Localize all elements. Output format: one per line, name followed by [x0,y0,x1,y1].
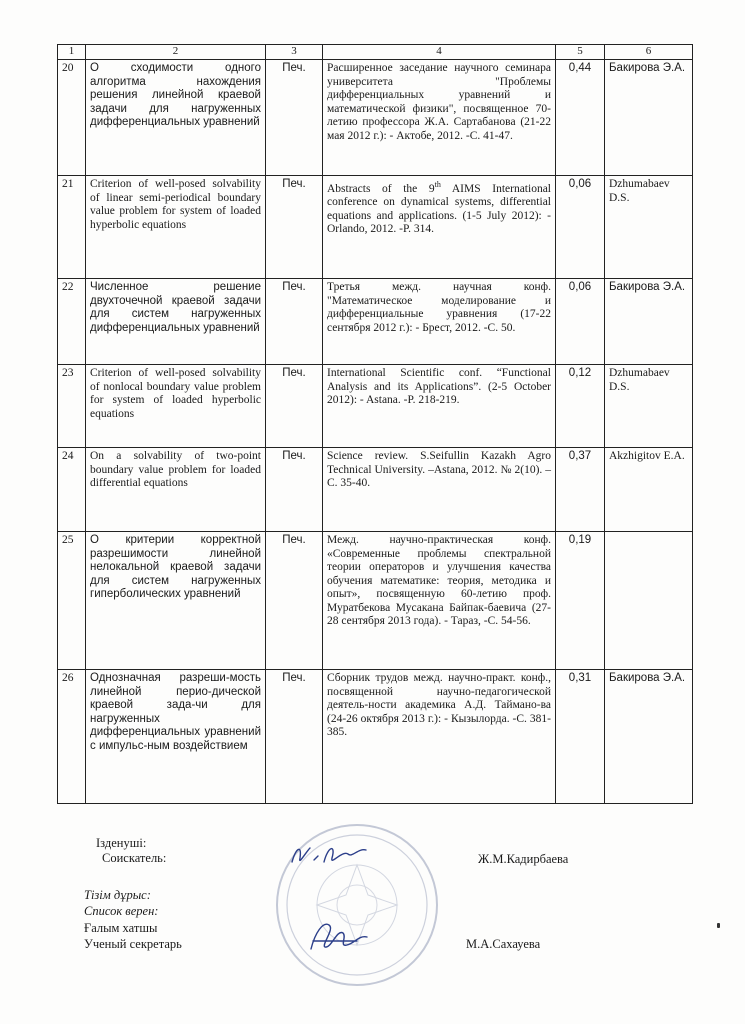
secretary-label-ru: Ученый секретарь [84,937,182,951]
table-row [58,60,693,176]
column-header: 2 [86,45,266,60]
applicant-label-kz: Ізденуші: [96,836,147,850]
publication-form: Печ. [266,532,323,670]
applicant-name: Ж.М.Кадирбаева [478,852,569,866]
publication-form: Печ. [266,448,323,532]
publication-title: Численное решение двухточечной краевой задачи для систем нагруженных дифференциальных уравнений [86,279,266,365]
table-row [58,365,693,448]
column-header: 1 [58,45,86,60]
publication-coauthor: Бакирова Э.А. [605,60,693,176]
publication-form: Печ. [266,670,323,804]
secretary-label-kz: Ғалым хатшы [84,921,158,935]
column-header: 3 [266,45,323,60]
publication-source: International Scientific conf. “Functional Analysis and its Applications”. (2-5 October 2012): - Astana. -P. 218-219. [323,365,556,448]
publication-coauthor [605,532,693,670]
publication-source: Межд. научно-практическая конф. «Современные проблемы спектральной теории операторов и улучшения качества обучения математике: теория, методика и опыт», посвященную 60-летию проф. Муратбекова Мусакана Байпак-баевича (27-28 сентября 2013 года). - Тараз, -С. 54-56. [323,532,556,670]
column-header: 6 [605,45,693,60]
secretary-name: М.А.Сахауева [466,937,541,951]
applicant-signature [288,838,370,872]
publication-form: Печ. [266,279,323,365]
publication-volume: 0,44 [556,60,605,176]
publication-source: Расширенное заседание научного семинара университета "Проблемы дифференциальных уравнений и математической физики", посвященное 70-летию профессора Ж.А. Сартабанова (21-22 мая 2012 г.): - Актобе, 2012. -С. 41-47. [323,60,556,176]
row-number: 23 [58,365,86,448]
column-header: 4 [323,45,556,60]
publication-coauthor: Akzhigitov E.A. [605,448,693,532]
publication-title: Criterion of well-posed solvability of nonlocal boundary value problem for system of loaded hyperbolic equations [86,365,266,448]
publication-volume: 0,19 [556,532,605,670]
table-row [58,448,693,532]
publication-title: On a solvability of two-point boundary value problem for loaded differential equations [86,448,266,532]
row-number: 20 [58,60,86,176]
ordinal-suffix: th [434,180,441,189]
publication-form: Печ. [266,176,323,279]
row-number: 25 [58,532,86,670]
publication-coauthor: Бакирова Э.А. [605,279,693,365]
table-row [58,176,693,279]
row-number: 24 [58,448,86,532]
applicant-label-ru: Соискатель: [102,851,167,865]
table-header-row [58,45,693,60]
row-number: 26 [58,670,86,804]
publication-volume: 0,06 [556,279,605,365]
publication-form: Печ. [266,60,323,176]
column-header: 5 [556,45,605,60]
publication-coauthor: Dzhumabaev D.S. [605,176,693,279]
publications-table [57,44,693,804]
publication-coauthor: Бакирова Э.А. [605,670,693,804]
publication-coauthor: Dzhumabaev D.S. [605,365,693,448]
table-row [58,279,693,365]
publication-form: Печ. [266,365,323,448]
list-correct-label-kz: Тізім дұрыс: [84,888,151,902]
table-row [58,670,693,804]
publication-volume: 0,37 [556,448,605,532]
secretary-signature [303,915,373,957]
publication-source: Третья межд. научная конф. "Математическое моделирование и дифференциальные уравнения (17-22 сентября 2012 г.): - Брест, 2012. -С. 50. [323,279,556,365]
table-row [58,532,693,670]
publication-source: Abstracts of the 9th AIMS International conference on dynamical systems, differential equations and applications. (1-5 July 2012): - Orlando, 2012. -P. 314. [323,176,556,279]
row-number: 21 [58,176,86,279]
publication-title: Criterion of well-posed solvability of linear semi-periodical boundary value problem for system of loaded hyperbolic equations [86,176,266,279]
publication-volume: 0,06 [556,176,605,279]
publication-volume: 0,31 [556,670,605,804]
ink-dot [717,923,720,928]
row-number: 22 [58,279,86,365]
publication-volume: 0,12 [556,365,605,448]
publication-source: Science review. S.Seifullin Kazakh Agro Technical University. –Astana, 2012. № 2(10). –C. 35-40. [323,448,556,532]
publication-title: О сходимости одного алгоритма нахождения решения линейной краевой задачи для нагруженных дифференциальных уравнений [86,60,266,176]
publication-title: Однозначная разреши-мость линейной перио-дической краевой зада-чи для нагруженных дифференциальных уравнений с импульс-ным воздействием [86,670,266,804]
list-correct-label-ru: Список верен: [84,904,159,918]
publication-source: Сборник трудов межд. научно-практ. конф., посвященной научно-педагогической деятель-ности академика А.Д. Таймано-ва (24-26 октября 2013 г.): - Кызылорда. -С. 381-385. [323,670,556,804]
publication-title: О критерии корректной разрешимости линейной нелокальной краевой задачи для систем нагруженных гиперболических уравнений [86,532,266,670]
